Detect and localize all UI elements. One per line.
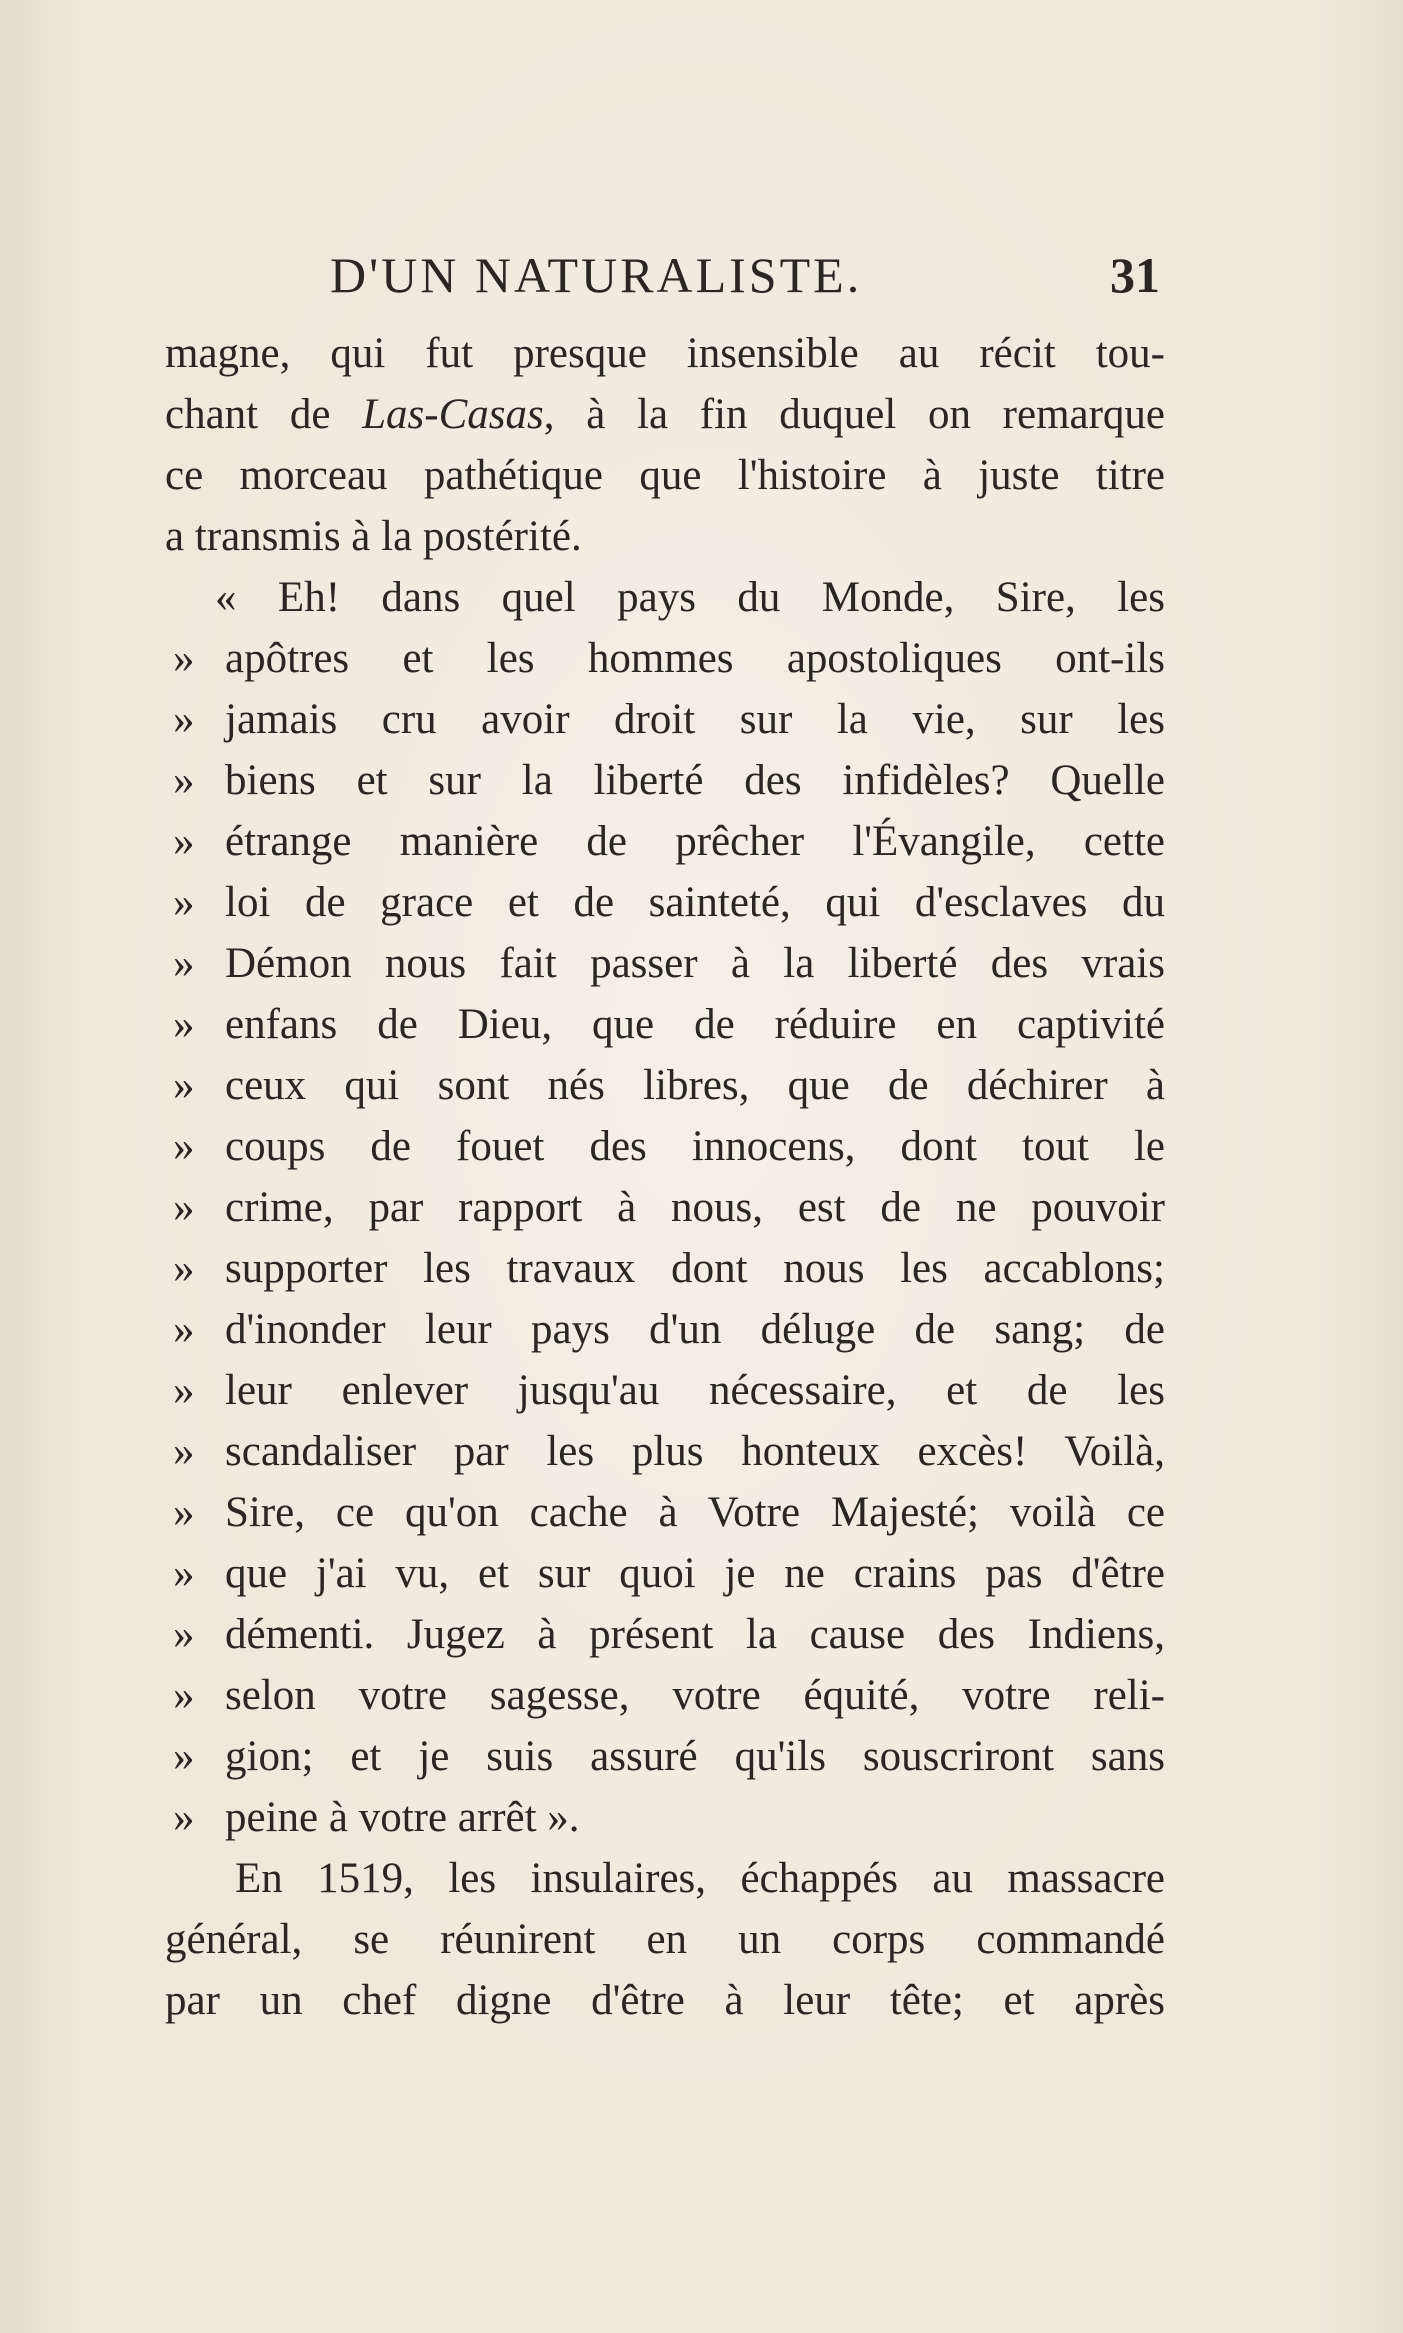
text-line: a transmis à la postérité. xyxy=(165,513,582,560)
quote-text: enfans de Dieu, que de réduire en captivité xyxy=(225,1001,1165,1048)
text-line: magne, qui fut presque insensible au récit tou- xyxy=(165,330,1165,377)
text-line: En 1519, les insulaires, échappés au massacre xyxy=(235,1855,1165,1902)
guillemet-mark: » xyxy=(173,1123,195,1170)
page-header xyxy=(330,245,1160,305)
quote-text: démenti. Jugez à présent la cause des Indiens, xyxy=(225,1611,1165,1658)
quote-line xyxy=(165,1301,1165,1362)
quote-line xyxy=(165,691,1165,752)
guillemet-mark: » xyxy=(173,1611,195,1658)
quote-text: ceux qui sont nés libres, que de déchirer à xyxy=(225,1062,1165,1109)
guillemet-mark: » xyxy=(173,1550,195,1597)
quote-line xyxy=(165,996,1165,1057)
guillemet-mark: » xyxy=(173,1672,195,1719)
guillemet-mark: » xyxy=(173,940,195,987)
running-title: D'UN NATURALISTE. xyxy=(330,247,863,303)
quote-line xyxy=(165,1362,1165,1423)
quote-line xyxy=(165,752,1165,813)
quote-line xyxy=(165,1545,1165,1606)
quote-text: apôtres et les hommes apostoliques ont-ils xyxy=(225,635,1165,682)
italic-name: Las-Casas xyxy=(362,391,544,438)
text-line xyxy=(165,386,1165,447)
quote-line xyxy=(165,630,1165,691)
guillemet-mark: » xyxy=(173,1062,195,1109)
quote-text: gion; et je suis assuré qu'ils souscriront sans xyxy=(225,1733,1165,1780)
guillemet-mark: » xyxy=(173,1001,195,1048)
quote-text: que j'ai vu, et sur quoi je ne crains pas d'être xyxy=(225,1550,1165,1597)
quote-text: loi de grace et de sainteté, qui d'esclaves du xyxy=(225,879,1165,926)
quote-line xyxy=(165,1240,1165,1301)
text-segment: chant de xyxy=(165,391,331,438)
guillemet-mark: » xyxy=(173,879,195,926)
quote-text: étrange manière de prêcher l'Évangile, cette xyxy=(225,818,1165,865)
guillemet-mark: » xyxy=(173,1184,195,1231)
quote-line xyxy=(165,1667,1165,1728)
quote-text: scandaliser par les plus honteux excès! Voilà, xyxy=(225,1428,1165,1475)
quote-opening-line: « Eh! dans quel pays du Monde, Sire, les xyxy=(215,574,1165,621)
guillemet-mark: » xyxy=(173,1367,195,1414)
body-text xyxy=(165,325,1165,2033)
quote-closing-line xyxy=(165,1789,1165,1850)
guillemet-mark: » xyxy=(173,1306,195,1353)
guillemet-mark: » xyxy=(173,635,195,682)
quote-text: Démon nous fait passer à la liberté des vrais xyxy=(225,940,1165,987)
quote-text: supporter les travaux dont nous les accablons; xyxy=(225,1245,1165,1292)
quote-line xyxy=(165,1728,1165,1789)
quote-line xyxy=(165,813,1165,874)
text-line: par un chef digne d'être à leur tête; et après xyxy=(165,1977,1165,2024)
guillemet-mark: » xyxy=(173,1489,195,1536)
quote-line xyxy=(165,1118,1165,1179)
quote-line xyxy=(165,874,1165,935)
quote-text: selon votre sagesse, votre équité, votre reli- xyxy=(225,1672,1165,1719)
quote-text: peine à votre arrêt ». xyxy=(225,1794,580,1841)
quote-text: d'inonder leur pays d'un déluge de sang; de xyxy=(225,1306,1165,1353)
guillemet-mark: » xyxy=(173,1245,195,1292)
quote-line xyxy=(165,1606,1165,1667)
text-segment: , à la fin duquel on remarque xyxy=(543,391,1166,438)
quote-text: biens et sur la liberté des infidèles? Quelle xyxy=(225,757,1165,804)
guillemet-mark: » xyxy=(173,1428,195,1475)
quote-text: leur enlever jusqu'au nécessaire, et de les xyxy=(225,1367,1165,1414)
guillemet-mark: » xyxy=(173,818,195,865)
quote-line xyxy=(165,1057,1165,1118)
quote-line xyxy=(165,935,1165,996)
guillemet-mark: » xyxy=(173,1794,195,1841)
guillemet-mark: » xyxy=(173,696,195,743)
quote-line xyxy=(165,1423,1165,1484)
text-line: général, se réunirent en un corps commandé xyxy=(165,1916,1165,1963)
text-line: ce morceau pathétique que l'histoire à juste titre xyxy=(165,452,1165,499)
quote-line xyxy=(165,1179,1165,1240)
guillemet-mark: » xyxy=(173,757,195,804)
quote-text: Sire, ce qu'on cache à Votre Majesté; voilà ce xyxy=(225,1489,1165,1536)
guillemet-mark: » xyxy=(173,1733,195,1780)
page-number: 31 xyxy=(1110,247,1160,303)
quote-text: jamais cru avoir droit sur la vie, sur les xyxy=(225,696,1165,743)
quote-line xyxy=(165,1484,1165,1545)
quote-text: crime, par rapport à nous, est de ne pouvoir xyxy=(225,1184,1165,1231)
quote-text: coups de fouet des innocens, dont tout le xyxy=(225,1123,1165,1170)
